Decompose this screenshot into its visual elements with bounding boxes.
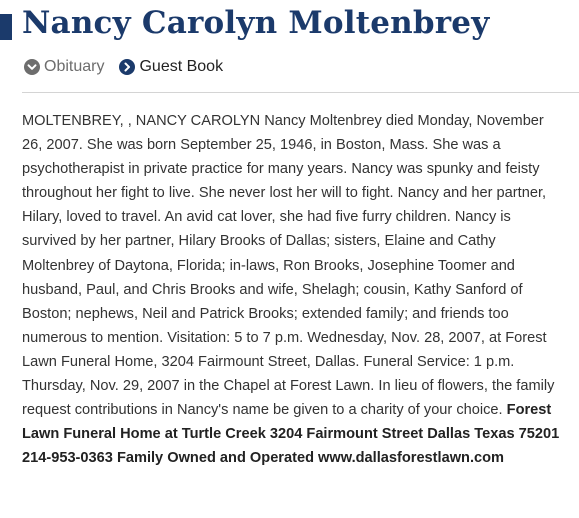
funeral-home-info: Forest Lawn Funeral Home at Turtle Creek 3204 Fairmount Street Dallas Texas 75201 214-953-0363 Family Owned and Operated www.dallasforestlawn.com [22, 402, 560, 467]
obituary-body: MOLTENBREY, , NANCY CAROLYN Nancy Moltenbrey died Monday, November 26, 2007. She was born September 25, 1946, in Boston, Mass. She was a psychotherapist in private practice for many years. Nancy was spunky and feisty throughout her fight to live. She never lost her will to fight. Nancy and her partner, Hilary, loved to travel. An avid cat lover, she had five furry children. Nancy is survived by her partner, Hilary Brooks of Dallas; sisters, Elaine and Cathy Moltenbrey of Daytona, Florida; in-laws, Ron Brooks, Josephine Toomer and husband, Paul, and Chris Brooks and wife, Shelagh; cousin, Kathy Sanford of Boston; nephews, Neil and Patrick Brooks; extended family; and friends too numerous to mention. Visitation: 5 to 7 p.m. Wednesday, Nov. 28, 2007, at Forest Lawn Funeral Home, 3204 Fairmount Street, Dallas. Funeral Service: 1 p.m. Thursday, Nov. 29, 2007 in the Chapel at Forest Lawn. In lieu of flowers, the family request contributions in Nancy's name be given to a charity of your choice. [22, 113, 555, 419]
tab-obituary-label: Obituary [44, 58, 105, 75]
chevron-right-icon [119, 59, 135, 75]
chevron-down-icon [24, 59, 40, 75]
title-accent-bar [0, 14, 12, 40]
divider [22, 92, 579, 93]
page-title: Nancy Carolyn Moltenbrey [22, 5, 490, 41]
obituary-tabs [24, 58, 223, 76]
tab-guest-book-label: Guest Book [139, 58, 224, 75]
tab-guest-book[interactable] [119, 58, 223, 76]
obituary-text [22, 109, 562, 470]
tab-obituary[interactable] [24, 58, 104, 76]
